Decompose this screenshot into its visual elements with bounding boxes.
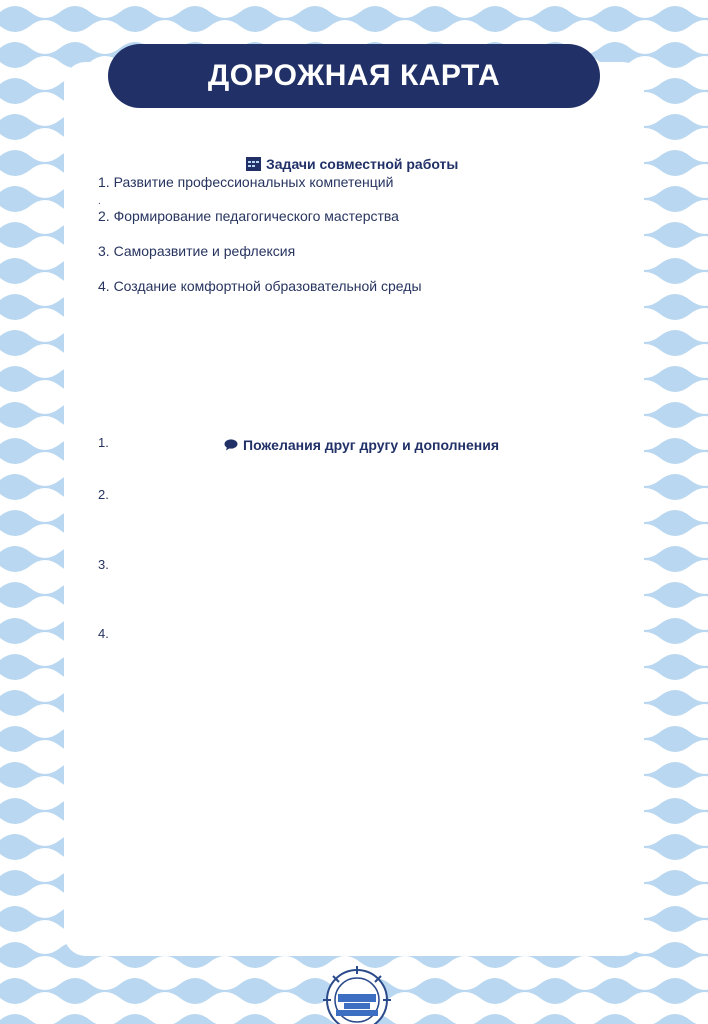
tasks-heading <box>246 156 458 172</box>
content-card <box>64 62 644 956</box>
title-banner <box>108 44 600 108</box>
wish-number-1: 1. <box>98 435 109 450</box>
wishes-heading-text: Пожелания друг другу и дополнения <box>243 437 500 453</box>
task-item-1: 1. Развитие профессиональных компетенций <box>98 174 394 190</box>
wish-number-4: 4. <box>98 626 109 641</box>
page-title: ДОРОЖНАЯ КАРТА <box>207 59 501 92</box>
task-item-4: 4. Создание комфортной образовательной среды <box>98 278 422 294</box>
wishes-heading <box>224 437 499 453</box>
tasks-heading-text: Задачи совместной работы <box>266 156 459 172</box>
task-item-3: 3. Саморазвитие и рефлексия <box>98 243 296 259</box>
task-item-2: 2. Формирование педагогического мастерства <box>98 208 399 224</box>
wish-number-2: 2. <box>98 487 109 502</box>
speech-bubble-icon <box>224 439 238 451</box>
ship-wheel-logo <box>318 960 396 1024</box>
task-separator: . <box>98 196 101 207</box>
wish-number-3: 3. <box>98 557 109 572</box>
calendar-icon <box>246 157 261 171</box>
